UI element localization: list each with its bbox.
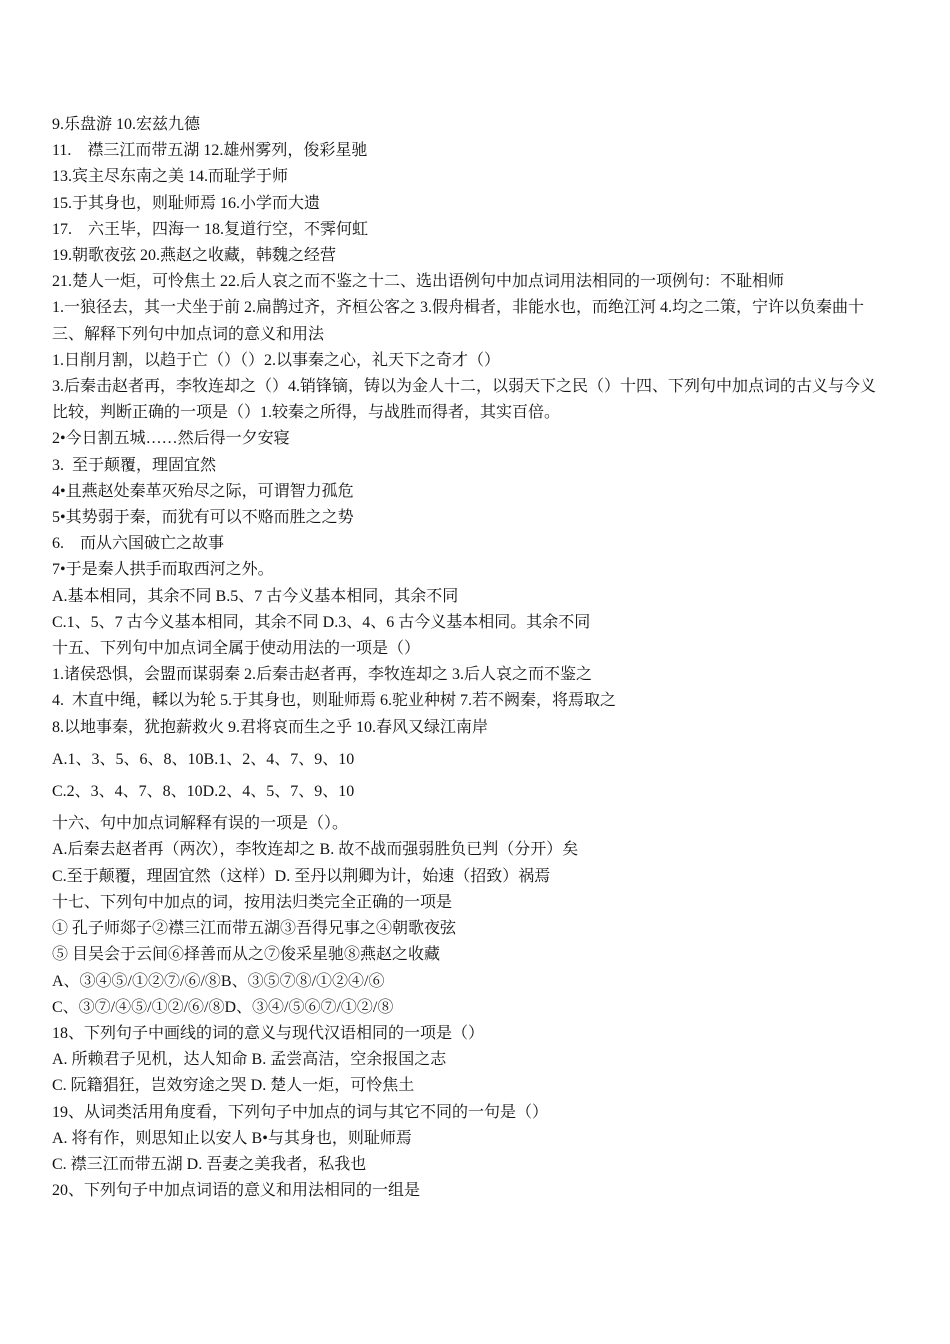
text-line: 十六、句中加点词解释有误的一项是（）。	[52, 815, 349, 833]
text-line: ① 孔子师郯子②襟三江而带五湖③吾得兄事之④朝歌夜弦	[52, 920, 457, 938]
text-line: A.后秦去赵者再（两次），李牧连却之 B. 故不战而强弱胜负已判（分开）矣	[52, 841, 579, 859]
text-line: C.至于颠覆，理固宜然（这样）D. 至丹以荆卿为计，始速（招致）祸焉	[52, 867, 551, 885]
text-line: 十七、下列句中加点的词，按用法归类完全正确的一项是	[52, 893, 453, 911]
text-line: A.基本相同，其余不同 B.5、7 古今义基本相同，其余不同	[52, 587, 459, 605]
text-line: 5•其势弱于秦，而犹有可以不赂而胜之之势	[52, 509, 354, 527]
text-line: ⑤ 目吴会于云间⑥择善而从之⑦俊采星驰⑧燕赵之收藏	[52, 946, 441, 964]
text-line: 3.后秦击赵者再，李牧连却之（）4.销锋镝，铸以为金人十二，以弱天下之民（）十四、下列句中加点词的古义与今义比较，判断正确的一项是（）1.较秦之所得，与战胜而得者，其实百倍。	[52, 378, 877, 422]
text-line: 19、从词类活用角度看，下列句子中加点的词与其它不同的一句是（）	[52, 1103, 549, 1121]
text-line: A. 将有作，则思知止以安人 B•与其身也，则耻师焉	[52, 1129, 412, 1147]
text-line: 2•今日割五城……然后得一夕安寝	[52, 430, 290, 448]
document-body	[52, 112, 888, 1204]
text-line: C. 襟三江而带五湖 D. 吾妻之美我者，私我也	[52, 1155, 367, 1173]
text-line: 3. 至于颠覆，理固宜然	[52, 456, 217, 474]
text-line: 20、下列句子中加点词语的意义和用法相同的一组是	[52, 1182, 421, 1200]
text-line: C、③⑦/④⑤/①②/⑥/⑧D、③④/⑤⑥⑦/①②/⑧	[52, 998, 394, 1016]
text-line: 1.一狼径去，其一犬坐于前 2.扁鹊过齐，齐桓公客之 3.假舟楫者，非能水也，而绝江河 4.均之二策，宁许以负秦曲十三、解释下列句中加点词的意义和用法	[52, 299, 865, 343]
text-line: A. 所赖君子见机，达人知命 B. 孟尝高洁，空余报国之志	[52, 1051, 447, 1069]
text-line: 1.诸侯恐惧，会盟而谋弱秦 2.后秦击赵者再，李牧连却之 3.后人哀之而不鉴之	[52, 666, 593, 684]
text-line: 4. 木直中绳，輮以为轮 5.于其身也，则耻师焉 6.驼业种树 7.若不阙秦，将焉取之	[52, 692, 617, 710]
text-line: 21.楚人一炬，可怜焦土 22.后人哀之而不鉴之十二、选出语例句中加点词用法相同的一项例句：不耻相师	[52, 273, 785, 291]
text-line: A.1、3、5、6、8、10B.1、2、4、7、9、10	[52, 750, 355, 768]
text-line: 十五、下列句中加点词全属于使动用法的一项是（）	[52, 640, 421, 658]
text-line: 9.乐盘游 10.宏兹九德	[52, 116, 201, 133]
text-line: 1.日削月割，以趋于亡（）（）2.以事秦之心，礼天下之奇才（）	[52, 351, 501, 369]
text-line: 11. 襟三江而带五湖 12.雄州雾列，俊彩星驰	[52, 142, 368, 160]
text-line: A、③④⑤/①②⑦/⑥/⑧B、③⑤⑦⑧/①②④/⑥	[52, 972, 385, 990]
text-line: C. 阮籍猖狂，岂效穷途之哭 D. 楚人一炬，可怜焦土	[52, 1077, 415, 1095]
text-line: C.2、3、4、7、8、10D.2、4、5、7、9、10	[52, 783, 355, 801]
text-line: 6. 而从六国破亡之故事	[52, 535, 225, 553]
text-line: 15.于其身也，则耻师焉 16.小学而大遗	[52, 194, 321, 212]
text-line: 13.宾主尽东南之美 14.而耻学于师	[52, 168, 289, 186]
text-line: 17. 六王毕，四海一 18.复道行空，不霁何虹	[52, 220, 369, 238]
text-line: 4•且燕赵处秦革灭殆尽之际，可谓智力孤危	[52, 482, 354, 500]
text-line: C.1、5、7 古今义基本相同，其余不同 D.3、4、6 古今义基本相同。其余不同	[52, 613, 591, 631]
text-line: 19.朝歌夜弦 20.燕赵之收藏，韩魏之经营	[52, 247, 337, 265]
text-line: 7•于是秦人拱手而取西河之外。	[52, 561, 274, 579]
text-line: 8.以地事秦，犹抱薪救火 9.君将哀而生之乎 10.春风又绿江南岸	[52, 718, 489, 736]
text-line: 18、下列句子中画线的词的意义与现代汉语相同的一项是（）	[52, 1024, 485, 1042]
